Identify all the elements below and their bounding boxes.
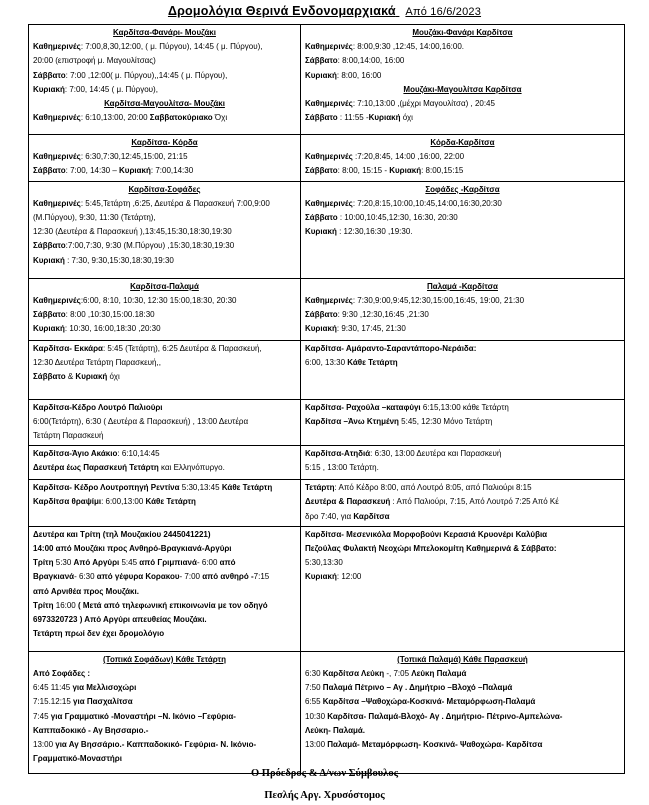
schedule-line [305,528,620,542]
label-bold: Δευτέρα και Τρίτη (τηλ Μουζακίου 2445041221) [33,529,211,539]
label-bold: Καρδίτσα [353,511,390,521]
schedule-text: : 8:00,15:15 [421,166,464,176]
schedule-line [33,599,296,613]
schedule-text: 7:50 [305,683,323,693]
schedule-text: & [65,372,76,382]
schedule-text: 5:15 , 13:00 Τετάρτη. [305,463,379,473]
route-heading: Παλαμά -Καρδίτσα [427,281,498,291]
label-bold: για Αγ Βησσάριο.- Καππαδοκικό- Γεφύρια- Ν. Ικόνιο- [55,740,257,750]
schedule-line [33,695,296,709]
schedule-line [33,570,296,584]
label-bold: Κάθε Τετάρτη [347,357,398,367]
schedule-text: 5:30,13:45 [179,483,222,493]
schedule-line [33,495,296,509]
cell-right [301,135,625,182]
label-bold: Καθημερινές [305,295,353,305]
schedule-line [33,461,296,475]
schedule-line [33,370,296,384]
label-bold: Καθημερινές [305,42,353,52]
schedule-line [305,164,620,178]
label-bold: Κυριακή [75,372,108,382]
schedule-line [305,447,620,461]
label-bold: Καθημερινές [33,198,81,208]
schedule-line [33,585,296,599]
schedule-line [305,322,620,336]
schedule-line [305,542,620,556]
label-bold: Γραμματικό-Μοναστήρι [33,754,122,764]
label-bold: Καρδίτσα- Ραχούλα –καταφύγι [305,402,421,412]
cell-left [29,135,301,182]
schedule-text: :7:20,8:45, 14:00 ,16:00, 22:00 [352,152,465,162]
schedule-text: : 7:30,9:00,9:45,12:30,15:00,16:45, 19:00, 21:30 [352,295,525,305]
route-heading: Καρδίτσα-Μαγουλίτσα- Μουζάκι [104,99,225,109]
schedule-text: : 7:00,8,30,12:00, ( μ. Πύργου), 14:45 ( μ. Πύργου), [80,42,263,52]
cell-right [301,181,625,278]
schedule-text: δρο 7:40, για [305,511,354,521]
label-bold: Σάββατο [305,166,338,176]
route-heading: Καρδίτσα-Παλαμά [130,281,199,291]
label-bold: Τρίτη [33,558,54,568]
schedule-text: 5:45, 12:30 Μόνο Τετάρτη [398,416,493,426]
schedule-line [33,752,296,766]
label-bold: Καθημερινές [305,198,353,208]
table-row [29,278,625,340]
schedule-text: : 5:45 (Τετάρτη), 6:25 Δευτέρα & Παρασκευή, [102,343,262,353]
schedule-text: 5:30 [53,558,74,568]
schedule-text: : 5:45,Τετάρτη ,6:25, Δευτέρα & Παρασκευή 7:00,9:00 [80,198,270,208]
schedule-line [33,54,296,68]
schedule-line [305,54,620,68]
label-bold: Καρδίτσα- Μεσενικόλα Μορφοβούνι Κερασιά Κρυονέρι Καλύβια [305,529,548,539]
schedule-line [33,447,296,461]
label-bold: Σάββατο [33,310,66,320]
schedule-text: : 8:00 ,10:30,15:00.18:30 [65,310,155,320]
schedule-text: όχι [400,113,413,123]
label-bold: Δευτέρα & Παρασκευή [305,497,391,507]
schedule-line [305,342,620,356]
schedule-text: 6:00, 13:30 [305,357,348,367]
schedule-text: : 8:00,9:30 ,12:45, 14:00,16:00. [352,42,465,52]
schedule-line [33,613,296,627]
cell-right [301,399,625,446]
route-heading: Καρδίτσα-Φανάρι- Μουζάκι [113,28,216,37]
table-row [29,181,625,278]
schedule-line [305,556,620,570]
schedule-line [305,294,620,308]
table-row [29,651,625,773]
cell-right [301,446,625,480]
schedule-line [305,308,620,322]
schedule-text: 13:00 [33,740,56,750]
schedule-text: : 6:30,7:30,12:45,15:00, 21:15 [80,152,188,162]
label-bold: Καρδίτσα-Άγιο Ακάκιο [33,449,118,459]
label-bold: από Γριμπιανά [139,558,197,568]
cell-left [29,526,301,651]
cell-left [29,651,301,773]
schedule-line [305,225,620,239]
schedule-text: (Μ.Πύργου), 9:30, 11:30 (Τετάρτη), [33,213,156,223]
schedule-text: : 7:00, 14:30 – [65,166,120,176]
table-row [29,340,625,399]
label-bold: Καθημερινές [33,113,81,123]
schedule-line [33,556,296,570]
schedule-text: : 7:00,14:30 [150,166,194,176]
label-bold: Λεύκη Παλαμά [411,669,467,679]
label-bold: Δευτέρα έως Παρασκευή Τετάρτη [33,463,159,473]
cell-left [29,446,301,480]
label-bold: από Αρνιθέα προς Μουζάκι. [33,586,139,596]
schedule-line [305,695,620,709]
label-bold: Καθημερινές [305,99,353,109]
page-title [0,4,649,18]
schedule-text: : 11:55 - [337,113,369,123]
label-bold: Κυριακή [368,113,401,123]
route-heading: Μουζάκι-Φανάρι Καρδίτσα [412,28,513,37]
label-bold: Καρδίτσα- Κέδρο Λουτροπηγή Ρεντίνα [33,483,180,493]
schedule-line [33,415,296,429]
schedule-text: : Από Κέδρο 8:00, από Λουτρό 8:05, από Παλιούρι 8:15 [334,483,532,493]
label-bold: Καρδίτσα Λεύκη [322,669,385,679]
cell-left [29,181,301,278]
schedule-line [33,528,296,542]
label-bold: Σάββατο [33,241,66,251]
schedule-line [33,724,296,738]
label-bold: Τετάρτη [305,483,335,493]
schedule-text: : 8:00, 16:00 [336,70,382,80]
label-bold: Παλαμά Πέτρινο – Αγ . Δημήτριο –Βλοχό –Παλαμά [322,683,513,693]
label-bold: Σάββατο [33,70,66,80]
label-bold: 6973320723 ) Από Αργύρι απευθείας Μουζάκι. [33,615,207,625]
label-bold: Σάββατο [305,213,338,223]
schedule-text: 7:15.12:15 [33,697,74,707]
title-text: Δρομολόγια Θερινά Ενδονομαρχιακά [167,4,396,18]
route-heading: Σοφάδες -Καρδίτσα [425,184,500,194]
schedule-line [33,356,296,370]
schedule-text: 6:45 11:45 [33,683,73,693]
cell-right [301,480,625,527]
schedule-text: : 12:00 [336,572,362,582]
label-bold: Καππαδοκικό - Αγ Βησσαριο.- [33,725,149,735]
cell-right [301,340,625,399]
schedule-text: 7:15 [253,572,270,582]
schedule-line [33,308,296,322]
schedule-line [33,710,296,724]
label-bold: 14:00 από Μουζάκι προς Ανθηρό-Βραγκιανά-Αργύρι [33,544,232,554]
schedule-text: : 8:00,14:00, 16:00 [337,56,405,66]
schedule-line [305,510,620,524]
table-row [29,135,625,182]
schedule-line [33,481,296,495]
label-bold: Τετάρτη πρωί δεν έχει δρομολόγιο [33,629,165,639]
schedule-line [305,481,620,495]
schedule-text: : 9:30 ,12:30,16:45 ,21:30 [337,310,429,320]
label-bold: Κυριακή [305,324,337,334]
label-bold: Καθημερινές [305,152,353,162]
schedule-line [305,570,620,584]
cell-left [29,480,301,527]
schedule-text: :6:00, 8:10, 10:30, 12:30 15:00,18:30, 20:30 [80,295,237,305]
label-bold: Κυριακή [119,166,151,176]
label-bold: Κυριακή [33,255,65,265]
schedule-text: : 10:00,10:45,12:30, 16:30, 20:30 [337,213,458,223]
schedule-text: : 7:10,13:00 ,(μέχρι Μαγουλίτσα) , 20:45 [352,99,495,109]
schedule-text: 6:15,13:00 κάθε Τετάρτη [420,402,509,412]
schedule-line [305,415,620,429]
table-row [29,399,625,446]
schedule-line [33,294,296,308]
cell-left [29,278,301,340]
schedule-text: : 7:20,8:15,10:00,10:45,14:00,16:30,20:30 [352,198,502,208]
label-bold: Βραγκιανά [33,572,75,582]
schedule-line [33,667,296,681]
schedule-text: 5:45 [119,558,140,568]
schedule-line [33,429,296,443]
schedule-line [33,542,296,556]
cell-left [29,340,301,399]
table-row [29,526,625,651]
route-heading: Κόρδα-Καρδίτσα [430,138,495,147]
schedule-text: :7:00,7:30, 9:30 (Μ.Πύργου) ,15:30,18:30,19:30 [65,241,235,251]
schedule-line [305,724,620,738]
schedule-text: : 6:10,13:00, 20:00 [80,113,150,123]
label-bold: από ανθηρό - [202,572,254,582]
schedule-line [33,40,296,54]
schedule-text: : 10:30, 16:00,18:30 ,20:30 [64,324,161,334]
title-date: Από 16/6/2023 [405,6,482,18]
label-bold: Κυριακή [305,572,337,582]
schedule-text: όχι [107,372,120,382]
label-bold: Κυριακή [305,227,337,237]
label-bold: Τρίτη [33,600,54,610]
label-bold: Σαββατοκύριακο [149,113,213,123]
cell-right [301,526,625,651]
schedule-text: 7:45 [33,711,51,721]
schedule-text: - 6:00 [196,558,220,568]
table-row [29,446,625,480]
schedule-text: : 9:30, 17:45, 21:30 [336,324,406,334]
schedule-line [33,225,296,239]
schedule-line [305,356,620,370]
cell-right [301,25,625,135]
schedule-line [33,401,296,415]
schedule-line [305,461,620,475]
route-heading: Καρδίτσα- Κόρδα [131,138,198,147]
label-bold: Καρδίτσα-Κέδρο Λουτρό Παλιούρι [33,402,163,412]
signature-title: Ο Πρόεδρος & Δ/νων Σύμβουλος [251,768,398,779]
schedule-text: - 7:00 [179,572,203,582]
schedule-line [33,239,296,253]
schedule-text: : 8:00, 15:15 - [337,166,390,176]
schedule-text: 20:00 (επιστροφή μ. Μαγουλίτσας) [33,56,156,66]
label-bold: Λεύκη- Παλαμά. [305,725,366,735]
schedule-text: 12:30 (Δευτέρα & Παρασκευή ),13:45,15:30,18:30,19:30 [33,227,232,237]
schedule-line [305,111,620,125]
schedule-line [305,495,620,509]
schedule-line [33,322,296,336]
schedule-line [305,150,620,164]
schedule-text: : 6:30, 13:00 Δευτέρα και Παρασκευή [370,449,502,459]
schedule-line [33,681,296,695]
schedule-line [305,667,620,681]
schedule-line [33,254,296,268]
schedule-line [305,401,620,415]
label-bold: Καρδίτσα –Ψαθοχώρα-Κοσκινά- Μεταμόρφωση-Παλαμά [322,697,536,707]
schedule-line [33,211,296,225]
route-heading: Μουζάκι-Μαγουλίτσα Καρδίτσα [403,84,522,94]
label-bold: Καρδίτσα –Άνω Κτημένη [305,416,399,426]
schedule-line [33,627,296,641]
schedule-line [33,738,296,752]
cell-right [301,651,625,773]
schedule-text: Όχι [212,113,228,123]
label-bold: για Πασχαλίτσα [73,697,133,707]
label-bold: Από Σοφάδες : [33,669,91,679]
schedule-line [33,164,296,178]
label-bold: Σάββατο [305,310,338,320]
schedule-line [33,197,296,211]
table-row [29,25,625,135]
route-heading: (Τοπικά Παλαμά) Κάθε Παρασκευή [397,654,528,664]
schedule-text: : 6:10,14:45 [117,449,160,459]
schedule-text: : Από Παλιούρι, 7:15, Από Λουτρό 7:25 Από Κέ [390,497,559,507]
label-bold: Παλαμά- Μεταμόρφωση- Κοσκινά- Ψαθοχώρα- Καρδίτσα [327,740,543,750]
label-bold: Καθημερινές [33,295,81,305]
schedule-line [33,69,296,83]
label-bold: Κυριακή [389,166,422,176]
schedule-line [33,150,296,164]
schedule-text: Τετάρτη Παρασκευή [33,431,104,441]
schedule-text: : 12:30,16:30 ,19:30. [336,227,413,237]
schedule-line [305,738,620,752]
label-bold: για Μελλισοχώρι [72,683,137,693]
label-bold: Κυριακή [33,84,65,94]
schedule-line [305,97,620,111]
schedule-text: 6:30 [305,669,323,679]
schedule-line [33,111,296,125]
label-bold: Κυριακή [33,324,65,334]
schedule-body [29,25,625,774]
schedule-text: : 7:30, 9:30,15:30,18:30,19:30 [64,255,174,265]
schedule-text: 5:30,13:30 [305,558,343,568]
label-bold: Σάββατο [33,166,66,176]
label-bold: Καρδίτσα- Παλαμά-Βλοχό- Αγ . Δημήτριο- Πέτρινο-Αμπελώνα- [327,711,563,721]
schedule-text: 10:30 [305,711,328,721]
schedule-line [305,40,620,54]
label-bold: Καθημερινές [33,152,81,162]
label-bold: Σάββατο [305,113,338,123]
schedule-text: 6:55 [305,697,323,707]
schedule-line [305,710,620,724]
schedule-text: : 7:00, 14:45 ( μ. Πύργου), [64,84,158,94]
schedule-text: -, 7:05 [384,669,412,679]
label-bold: Καρδίτσα-Ατηδιά [305,449,371,459]
schedule-text: 12:30 Δευτέρα Τετάρτη Παρασκευή,, [33,357,161,367]
schedule-text: 13:00 [305,740,328,750]
schedule-text: : 6:00,13:00 [101,497,146,507]
label-bold: Καρδίτσα- Εκκάρα [33,343,103,353]
label-bold: ( Μετά από τηλεφωνική επικοινωνία με τον οδηγό [77,600,268,610]
label-bold: Κυριακή [305,70,337,80]
schedule-text: : 7:00 ,12:00( μ. Πύργου),,14:45 ( μ. Πύργου), [65,70,228,80]
label-bold: για Γραμματικό -Μοναστήρι –Ν. Ικόνιο –Γεφύρια- [50,711,236,721]
cell-right [301,278,625,340]
table-row [29,480,625,527]
label-bold: Σάββατο [33,372,66,382]
schedule-line [305,69,620,83]
schedule-line [305,681,620,695]
label-bold: Σάββατο [305,56,338,66]
schedule-line [33,342,296,356]
label-bold: Κάθε Τετάρτη [221,483,273,493]
cell-left [29,25,301,135]
route-heading: Καρδίτσα-Σοφάδες [128,184,201,194]
label-bold: Καθημερινές [33,42,81,52]
schedule-line [33,83,296,97]
label-bold: Από Αργύρι [73,558,120,568]
schedule-line [305,197,620,211]
schedule-line [305,211,620,225]
schedule-text: - 6:30 [74,572,97,582]
label-bold: Κάθε Τετάρτη [145,497,196,507]
schedule-text: 16:00 [53,600,78,610]
schedule-text: και Ελληνόπυργο. [158,463,225,473]
label-bold: Πεζούλας Φυλακτή Νεοχώρι Μπελοκομίτη Καθημερινά & Σάββατο: [305,544,557,554]
label-bold: από [219,558,236,568]
label-bold: από γέφυρα Κορακου [96,572,180,582]
route-heading: (Τοπικά Σοφάδων) Κάθε Τετάρτη [103,654,226,664]
signature-name: Πεσλής Αργ. Χρυσόστομος [264,790,385,801]
schedule-table [28,24,625,774]
label-bold: Καρδίτσα- Αμάραντο-Σαραντάπορο-Νεράιδα: [305,343,477,353]
label-bold: Καρδίτσα θραψίμι [33,497,102,507]
schedule-text: 6:00(Τετάρτη), 6:30 ( Δευτέρα & Παρασκευή) , 13:00 Δευτέρα [33,416,249,426]
cell-left [29,399,301,446]
